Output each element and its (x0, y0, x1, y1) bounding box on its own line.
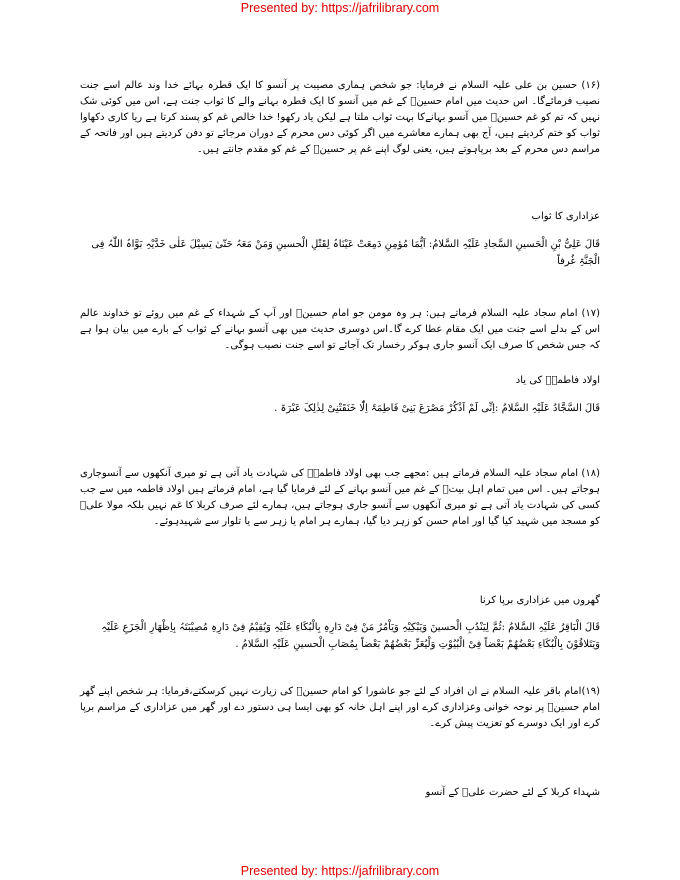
hadith-paragraph-17: (۱۷) امام سجاد علیہ السلام فرماتے ہیں: ہر وہ مومن جو امام حسینؑ اور آپ کے شہداء کے غم میں روئے تو خداوند عالم اس کے بدلے اسے جنت میں ایک مقام عطا کرے گا۔اس دوسری حدیث میں بھی آنسو بہانے کے ثواب کے بارے میں بیان ہوا ہے کہ جس شخص کا صرف ایک آنسو جاری ہوکر رخسار تک آجائے تو اسے جنت نصیب ہوگی۔ (80, 308, 600, 351)
section-heading-gharon-mein-azadari: گھروں میں عزاداری برپا کرنا (479, 595, 600, 606)
arabic-hadith-2: قَالَ السَّجَّادُ عَلَیْہِ السَّلامُ :اِنِّی لَمْ اَذْکُرْ مَصْرَعَ بَنِیْ فَاطِمَۃَ اِلّٰا خَنَقَتْنِیْ لِذٰلِکَ عَبْرَۃ . (274, 403, 600, 414)
hadith-paragraph-16: (۱۶) حسین بن علی علیہ السلام نے فرمایا: جو شخص ہماری مصیبت پر آنسو کا ایک قطرہ بہائے خدا وند عالم اسے جنت نصیب فرمائےگا۔ اس حدیث میں امام حسینؑ کے غم میں آنسو کا ایک قطرہ بہانے والے کا ثواب جنت ہے، اس میں کوئی شک نہیں کہ تم کو غم حسینؑ میں آنسو بہانےکا بہت ثواب ملتا ہے لیکن یاد رکھو! خدا خالص غم کو پسند کرتا ہے ریا کاری دکھاوا ثواب کو ختم کردیتے ہیں، آج بھی ہمارے معاشرے میں اگر کوئی دس محرم کے دوران مرجائے تو دفن کردیتے ہیں اور فاتحہ کے مراسم دس محرم کے بعد برپاہوتے ہیں، یعنی لوگ اپنے غم پر حسینؑ کے غم کو مقدم جانتے ہیں۔ (80, 80, 600, 155)
arabic-hadith-3: قَالَ الْبَاقِرُ عَلَیْہِ السَّلامُ :ثُمَّ لِیَنْدُبِ الْحسینَ وَیَبْکِیْہِ وَیَاْمُرُ مَنْ فِیْ دَارِہِ بِالْبُکَاءِ عَلَیْہِ وَیُقِیْمُ فِیْ دَارِہِ مُصِیْبَتَہُ بِاِظْھَارِ الْجَزَعِ عَلَیْہِ وَیَتَلاقُوْنَ بِالْبُکَاءِ بَعْضُھُمْ بَعْضاً فِیْ الْبُیُوْتِ وَلْیُعَزِّ بَعْضُھُمْ بَعْضاً بِمُصَابِ الْحسینِ عَلَیْہِ السَّلامُ . (101, 622, 600, 650)
hadith-paragraph-18: (۱۸) امام سجاد علیہ السلام فرماتے ہیں :مجھے جب بھی اولاد فاطمہؑ کی شہادت یاد آتی ہے تو میری آنکھوں سے آنسوجاری ہوجاتے ہیں۔ اس میں تمام اہل بیتؑ کے غم میں آنسو بہانے کے لئے فرمایا گیا ہے، امام فرماتے ہیں اولاد فاطمہ میں سے جب کسی کی شہادت یاد آتی ہے تو میری آنکھوں سے آنسو جاری ہوجاتے ہیں، ہمارے لئے صرف کربلا کا غم نہیں بلکہ مولا علیؑ کو مسجد میں شہید کیا گیا اور امام حسن کو زہر دیا گیا، ہمارے ہر امام یا زہر سے یا تلوار سے شہیدہوئے۔ (80, 468, 600, 527)
footer-banner: Presented by: https://jafrilibrary.com (240, 864, 440, 878)
section-heading-azadari-sawab: عزاداری کا ثواب (531, 211, 600, 222)
section-heading-shuhada-karbala: شہداء کربلا کے لئے حضرت علیؑ کے آنسو (425, 787, 600, 798)
section-heading-aulad-fatima: اولاد فاطمہؑ کی یاد (515, 375, 600, 386)
arabic-hadith-1: قَالَ عَلِیُّ بْنِ الْحَسینِ السَّجادِ عَلَیْہِ السَّلامُ: اَیُّمَا مُؤمِنِ دَمِعَتْ عَیْنَاہُ لِقَتْلِ الْحسینِ وَمَنْ مَعَہُ حَتّیٰ یَسِیْلَ عَلٰی خَدَّیْہِ بَوَّاہُ اللّٰہُ فِی الْجَنَّۃِ غُرفاً (91, 239, 600, 267)
header-banner: Presented by: https://jafrilibrary.com (240, 1, 440, 15)
hadith-paragraph-19: (۱۹)امام باقر علیہ السلام نے ان افراد کے لئے جو عاشورا کو امام حسینؑ کی زیارت نہیں کرسکتے،فرمایا: ہر شخص اپنے گھر امام حسینؑ پر نوحہ خوانی وعزاداری کرے اور اپنے اہل خانہ کو بھی ایسا ہی دستور دے اور گھر میں عزاداری کے مراسم برپا کرے اور ایک دوسرے کو تعزیت پیش کرے۔ (80, 686, 600, 729)
